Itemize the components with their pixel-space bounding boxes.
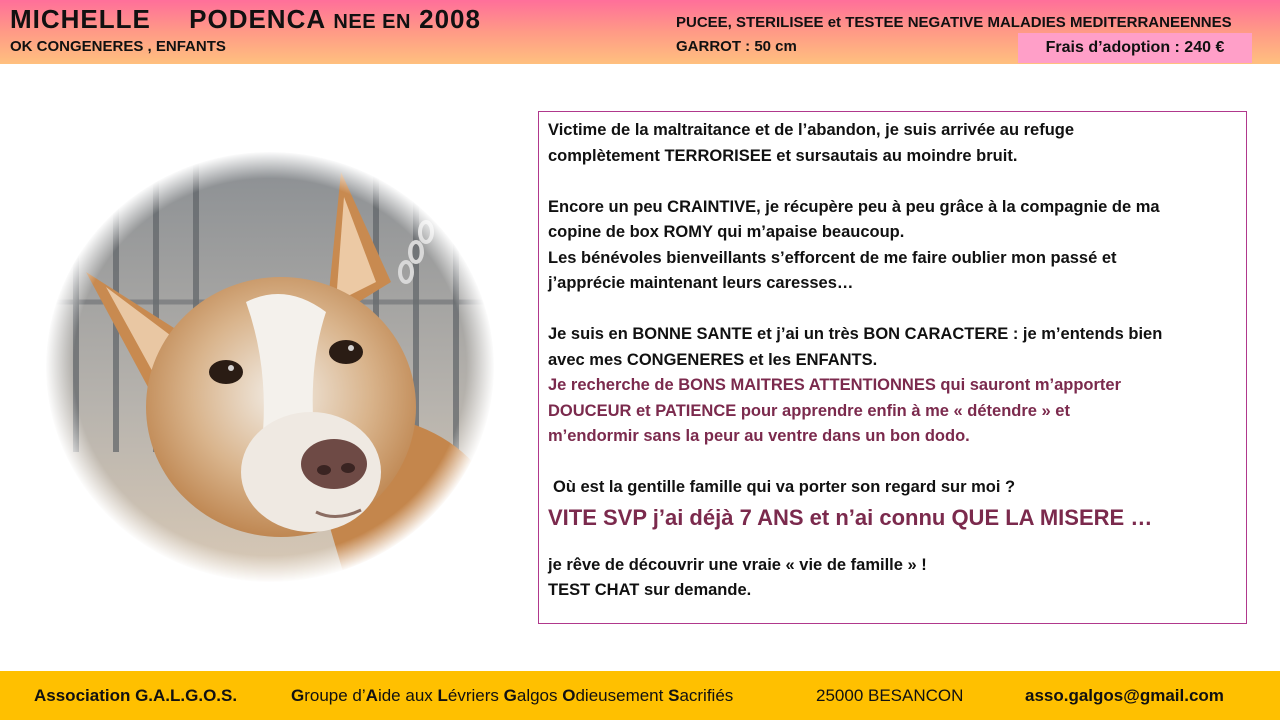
story-line-accent: m’endormir sans la peur au ventre dans un bon dodo. <box>548 427 970 445</box>
born-label: NEE EN <box>333 11 411 33</box>
withers-height: GARROT : 50 cm <box>676 38 797 55</box>
story-line-accent: DOUCEUR et PATIENCE pour apprendre enfin à me « détendre » et <box>548 401 1070 420</box>
story-highlight: VITE SVP j’ai déjà 7 ANS et n’ai connu QUE LA MISERE … <box>548 504 1153 530</box>
footer-bar <box>0 671 1280 720</box>
story-line-accent: Je recherche de BONS MAITRES ATTENTIONNES qui sauront m’apporter <box>548 376 1122 394</box>
story-line: copine de box ROMY qui m’apaise beaucoup. <box>548 223 905 241</box>
story-question: Où est la gentille famille qui va porter son regard sur moi ? <box>553 478 1016 496</box>
story-line: avec mes CONGENERES et les ENFANTS. <box>548 350 878 369</box>
story-line: Encore un peu CRAINTIVE, je récupère peu à peu grâce à la compagnie de ma <box>548 197 1160 216</box>
dog-name: MICHELLE <box>10 4 151 34</box>
dog-breed: PODENCA <box>189 4 326 34</box>
born-year: 2008 <box>419 4 481 34</box>
dog-photo <box>46 152 494 582</box>
association-name: Association G.A.L.G.O.S. <box>34 686 238 705</box>
story-line: TEST CHAT sur demande. <box>548 581 752 599</box>
story-box <box>538 111 1247 624</box>
story-line: Je suis en BONNE SANTE et j’ai un très BON CARACTERE : je m’entends bien <box>548 325 1163 343</box>
health-status: PUCEE, STERILISEE et TESTEE NEGATIVE MALADIES MEDITERRANEENNES <box>676 14 1232 31</box>
dog-title <box>10 4 481 35</box>
compatibility-note: OK CONGENERES , ENFANTS <box>10 38 226 55</box>
header-banner <box>0 0 1280 64</box>
association-city: 25000 BESANCON <box>816 686 964 705</box>
story-line: Les bénévoles bienveillants s’efforcent de me faire oublier mon passé et <box>548 248 1117 267</box>
story-line: j’apprécie maintenant leurs caresses… <box>548 274 854 292</box>
adoption-fee-badge: Frais d’adoption : 240 € <box>1018 33 1252 63</box>
association-acronym-meaning: Groupe d’Aide aux Lévriers Galgos Odieusement Sacrifiés <box>291 686 734 705</box>
story-line: complètement TERRORISEE et sursautais au moindre bruit. <box>548 146 1018 165</box>
story-line: je rêve de découvrir une vraie « vie de famille » ! <box>548 555 927 574</box>
contact-email[interactable]: asso.galgos@gmail.com <box>1025 686 1224 705</box>
story-line: Victime de la maltraitance et de l’abandon, je suis arrivée au refuge <box>548 121 1075 139</box>
